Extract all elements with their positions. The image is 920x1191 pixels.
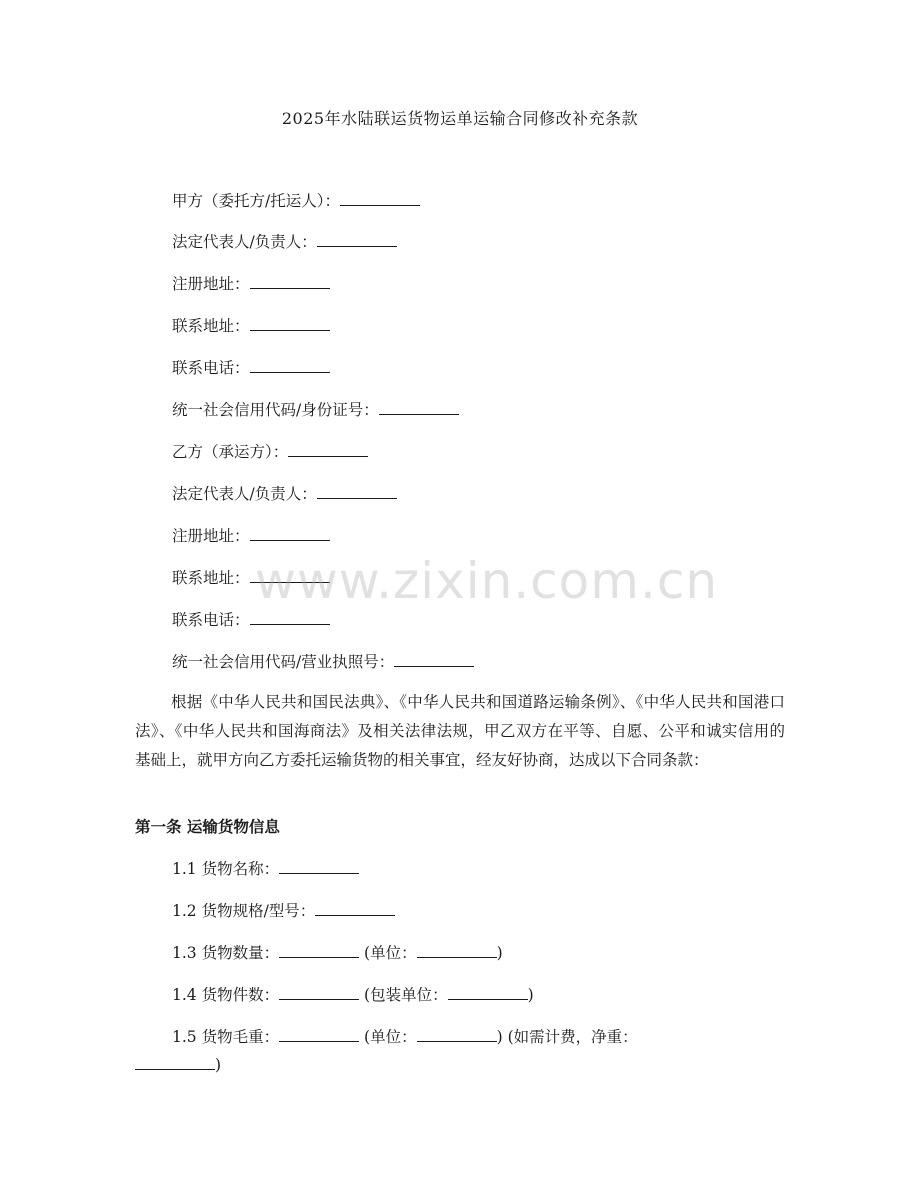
party-a-blank[interactable] [340, 189, 420, 206]
party-a-contact-address-label: 联系地址： [172, 317, 250, 335]
party-b-label: 乙方（承运方）： [172, 443, 289, 461]
party-a-field [172, 189, 420, 213]
item-2-label: 1.2 货物规格/型号： [172, 902, 316, 920]
party-b-field [172, 440, 368, 464]
item-4-unit-blank[interactable] [448, 983, 528, 1000]
watermark: www.zixin.com.cn [255, 552, 719, 610]
item-5-blank[interactable] [279, 1025, 359, 1042]
item-4-close: ) [527, 986, 534, 1004]
article-1-item-4 [172, 983, 534, 1007]
party-b-blank[interactable] [288, 440, 368, 457]
party-a-registered-address-field [172, 272, 330, 296]
party-b-phone-field [172, 608, 330, 632]
item-3-label: 1.3 货物数量： [172, 944, 280, 962]
article-1-item-3 [172, 941, 503, 965]
party-a-label: 甲方（委托方/托运人）： [172, 192, 340, 210]
party-b-phone-label: 联系电话： [172, 611, 250, 629]
party-a-registered-address-blank[interactable] [250, 272, 330, 289]
item-4-label: 1.4 货物件数： [172, 986, 280, 1004]
party-a-phone-blank[interactable] [250, 356, 330, 373]
party-b-representative-field [172, 482, 397, 506]
party-a-representative-blank[interactable] [317, 230, 397, 247]
item-1-blank[interactable] [279, 857, 359, 874]
document-title: 2025年水陆联运货物运单运输合同修改补充条款 [281, 109, 639, 128]
article-1-item-5 [172, 1025, 638, 1049]
party-b-representative-label: 法定代表人/负责人： [172, 485, 317, 503]
party-b-phone-blank[interactable] [250, 608, 330, 625]
article-1-item-1 [172, 857, 359, 881]
item-3-blank[interactable] [279, 941, 359, 958]
party-a-credit-code-blank[interactable] [379, 398, 459, 415]
item-5-close: ) [496, 1028, 503, 1046]
party-b-registered-address-field [172, 524, 330, 548]
party-a-contact-address-blank[interactable] [250, 314, 330, 331]
party-a-phone-label: 联系电话： [172, 359, 250, 377]
article-1-heading: 第一条 运输货物信息 [135, 818, 280, 836]
party-a-registered-address-label: 注册地址： [172, 275, 250, 293]
party-b-credit-code-label: 统一社会信用代码/营业执照号： [172, 653, 395, 671]
item-2-blank[interactable] [315, 899, 395, 916]
party-b-credit-code-field [172, 650, 474, 674]
party-a-phone-field [172, 356, 330, 380]
item-4-unit-label: (包装单位： [364, 986, 448, 1004]
article-1-item-5-continuation [135, 1053, 221, 1077]
item-5-net-close: ) [215, 1056, 222, 1074]
article-1-item-2 [172, 899, 395, 923]
party-a-contact-address-field [172, 314, 330, 338]
party-b-credit-code-blank[interactable] [394, 650, 474, 667]
item-3-close: ) [496, 944, 503, 962]
party-b-registered-address-label: 注册地址： [172, 527, 250, 545]
party-a-credit-code-field [172, 398, 459, 422]
item-5-label: 1.5 货物毛重： [172, 1028, 280, 1046]
party-b-contact-address-label: 联系地址： [172, 569, 250, 587]
party-a-representative-label: 法定代表人/负责人： [172, 233, 317, 251]
item-3-unit-label: (单位： [364, 944, 417, 962]
party-b-representative-blank[interactable] [317, 482, 397, 499]
item-1-label: 1.1 货物名称： [172, 860, 280, 878]
party-b-registered-address-blank[interactable] [250, 524, 330, 541]
preamble-paragraph: 根据《中华人民共和国民法典》、《中华人民共和国道路运输条例》、《中华人民共和国港口法》、《中华人民共和国海商法》及相关法律法规，甲乙双方在平等、自愿、公平和诚实信用的基础上，就甲方向乙方委托运输货物的相关事宜，经友好协商，达成以下合同条款： [135, 693, 785, 769]
item-5-net-label: (如需计费，净重： [507, 1028, 638, 1046]
party-a-representative-field [172, 230, 397, 254]
item-5-net-blank[interactable] [135, 1053, 215, 1070]
item-5-unit-label: (单位： [364, 1028, 417, 1046]
party-a-credit-code-label: 统一社会信用代码/身份证号： [172, 401, 379, 419]
item-5-unit-blank[interactable] [417, 1025, 497, 1042]
item-3-unit-blank[interactable] [417, 941, 497, 958]
item-4-blank[interactable] [279, 983, 359, 1000]
